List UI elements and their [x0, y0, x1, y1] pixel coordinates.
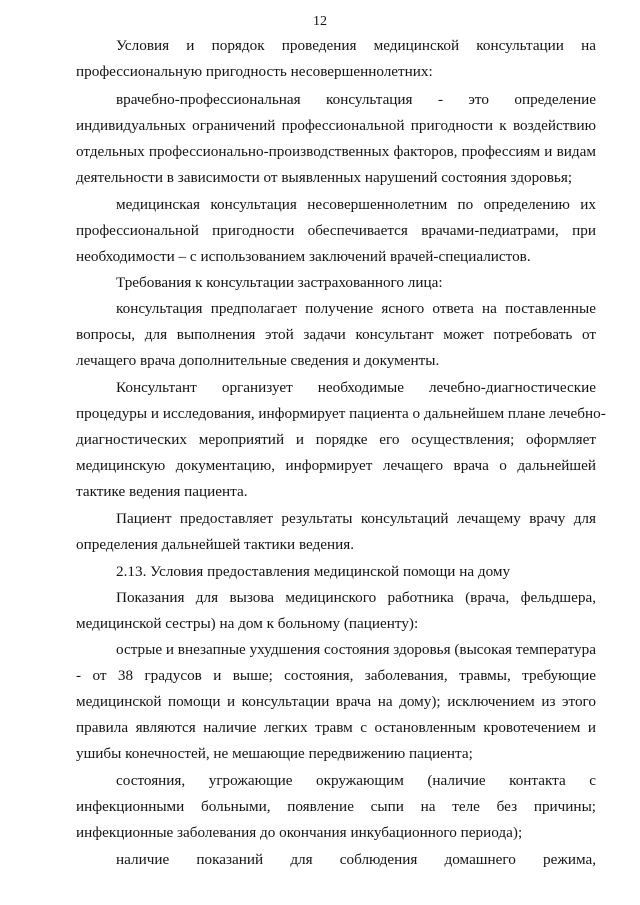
- text-line: профессиональную пригодность несовершеннолетних:: [76, 63, 433, 80]
- text-line: Показания для вызова медицинского работника (врача, фельдшера,: [116, 589, 596, 606]
- text-line: необходимости – с использованием заключений врачей-специалистов.: [76, 248, 531, 265]
- text-line: диагностических мероприятий и порядке его осуществления; оформляет: [76, 431, 596, 448]
- text-line: медицинской сестры) на дом к больному (пациенту):: [76, 615, 419, 632]
- text-line: профессиональной пригодности обеспечивается врачами-педиатрами, при: [76, 222, 596, 239]
- text-line: инфекционные заболевания до окончания инкубационного периода);: [76, 824, 523, 841]
- text-line: отдельных профессионально-производственных факторов, профессиям и видам: [76, 143, 596, 160]
- text-line: острые и внезапные ухудшения состояния здоровья (высокая температура: [116, 641, 596, 658]
- text-line: Пациент предоставляет результаты консультаций лечащему врачу для: [116, 510, 596, 527]
- text-line: лечащего врача дополнительные сведения и документы.: [76, 352, 440, 369]
- text-line: врачебно-профессиональная консультация - это определение: [116, 91, 596, 108]
- section-heading: 2.13. Условия предоставления медицинской помощи на дому: [116, 563, 511, 580]
- text-line: Консультант организует необходимые лечебно-диагностические: [116, 379, 596, 396]
- text-line: - от 38 градусов и выше; состояния, заболевания, травмы, требующие: [76, 667, 596, 684]
- text-line: деятельности в зависимости от выявленных нарушений состояния здоровья;: [76, 169, 573, 186]
- text-line: наличие показаний для соблюдения домашнего режима,: [116, 851, 596, 868]
- text-line: процедуры и исследования, информирует пациента о дальнейшем плане лечебно-: [76, 405, 606, 422]
- text-line: тактике ведения пациента.: [76, 483, 248, 500]
- text-line: Условия и порядок проведения медицинской консультации на: [116, 37, 596, 54]
- text-line: медицинская консультация несовершеннолетним по определению их: [116, 196, 596, 213]
- text-line: определения дальнейшей тактики ведения.: [76, 536, 355, 553]
- text-line: медицинскую документацию, информирует лечащего врача о дальнейшей: [76, 457, 596, 474]
- page-number: 12: [313, 14, 327, 29]
- text-line: Требования к консультации застрахованного лица:: [116, 274, 443, 291]
- text-line: правила являются наличие легких травм с остановленным кровотечением и: [76, 719, 596, 736]
- text-line: состояния, угрожающие окружающим (наличие контакта с: [116, 772, 596, 789]
- text-line: консультация предполагает получение ясного ответа на поставленные: [116, 300, 596, 317]
- text-line: вопросы, для выполнения этой задачи консультант может потребовать от: [76, 326, 596, 343]
- text-line: ушибы конечностей, не мешающие передвижению пациента;: [76, 745, 473, 762]
- text-line: инфекционными больными, появление сыпи на теле без причины;: [76, 798, 596, 815]
- text-line: индивидуальных ограничений профессиональной пригодности к воздействию: [76, 117, 596, 134]
- text-line: медицинской помощи и консультации врача на дому); исключением из этого: [76, 693, 596, 710]
